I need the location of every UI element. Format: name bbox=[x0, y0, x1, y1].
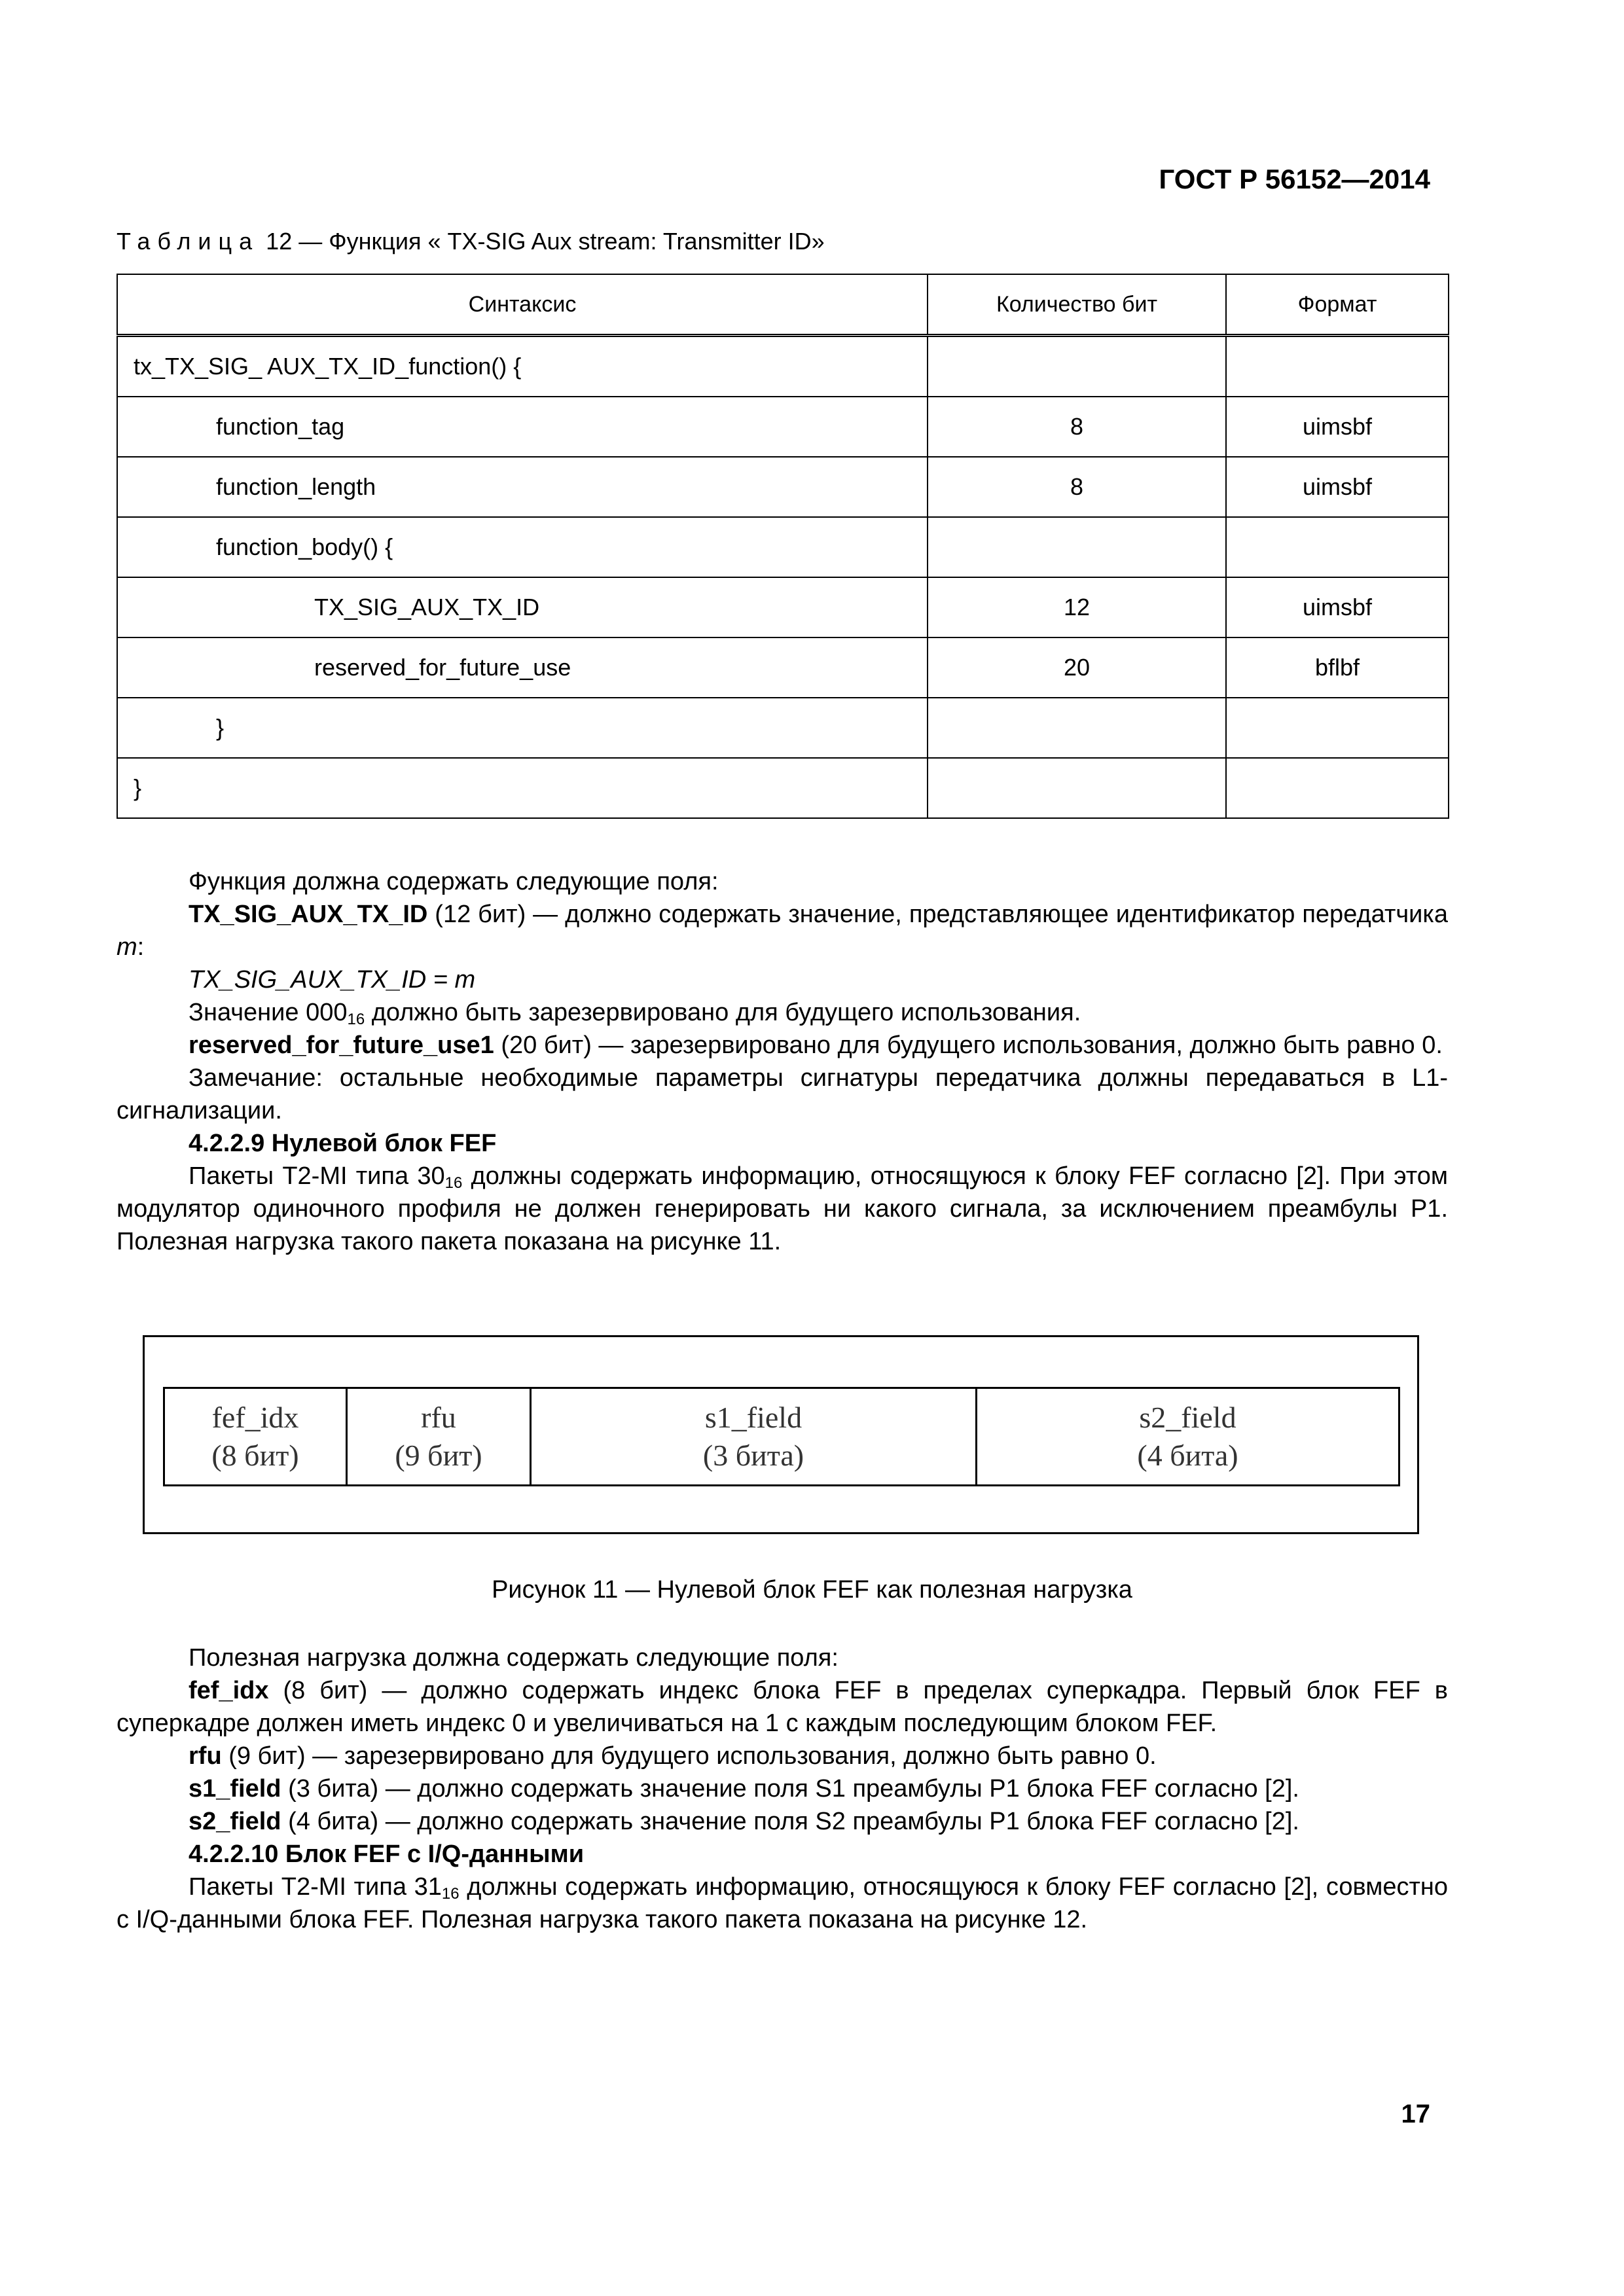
paragraph bbox=[117, 1772, 1448, 1805]
paragraph-text: (4 бита) — должно содержать значение поля S2 преамбулы P1 блока FEF согласно [2]. bbox=[281, 1808, 1299, 1835]
syntax-cell: TX_SIG_AUX_TX_ID bbox=[117, 577, 928, 637]
format-cell bbox=[1226, 336, 1449, 397]
section-heading-text: 4.2.2.10 Блок FEF с I/Q-данными bbox=[189, 1840, 585, 1868]
table-row bbox=[117, 457, 1449, 517]
paragraph-text: Пакеты T2-MI типа 31 bbox=[189, 1873, 442, 1901]
subscript: 16 bbox=[347, 1011, 365, 1028]
syntax-table bbox=[117, 274, 1449, 819]
format-cell: uimsbf bbox=[1226, 397, 1449, 457]
syntax-cell: function_length bbox=[117, 457, 928, 517]
paragraph-text: (12 бит) — должно содержать значение, представляющее идентификатор передатчика bbox=[427, 901, 1448, 928]
bits-cell: 20 bbox=[928, 637, 1226, 698]
payload-field-s1 bbox=[532, 1389, 977, 1484]
field-label: s1_field bbox=[704, 1401, 803, 1434]
paragraph: Функция должна содержать следующие поля: bbox=[189, 868, 719, 895]
field-name: reserved_for_future_use1 bbox=[189, 1031, 494, 1059]
payload-field-fef-idx bbox=[165, 1389, 348, 1484]
table-row bbox=[117, 517, 1449, 577]
paragraph bbox=[117, 898, 1448, 963]
field-bits: (4 бита) bbox=[1137, 1439, 1238, 1472]
bits-cell: 8 bbox=[928, 397, 1226, 457]
body-section-1 bbox=[117, 865, 1448, 1258]
header-bit-count: Количество бит bbox=[928, 274, 1226, 336]
figure-caption: Рисунок 11 — Нулевой блок FEF как полезная нагрузка bbox=[492, 1576, 1132, 1604]
field-label: fef_idx bbox=[211, 1401, 299, 1434]
paragraph-text: (8 бит) — должно содержать индекс блока FEF в пределах суперкадра. Первый блок FEF в суперкадре должен иметь индекс 0 и увеличиваться на 1 с каждым последующим блоком FEF. bbox=[117, 1677, 1448, 1737]
table-row bbox=[117, 698, 1449, 758]
format-cell: uimsbf bbox=[1226, 577, 1449, 637]
field-label: rfu bbox=[421, 1401, 456, 1434]
table-caption-text: 12 — Функция « TX-SIG Aux stream: Transmitter ID» bbox=[266, 228, 825, 255]
header-format: Формат bbox=[1226, 274, 1449, 336]
table-caption-word: Таблица bbox=[117, 228, 260, 255]
subscript: 16 bbox=[444, 1174, 463, 1192]
table-header-row bbox=[117, 274, 1449, 336]
field-bits: (9 бит) bbox=[395, 1439, 482, 1472]
formula-text: TX_SIG_AUX_TX_ID = m bbox=[189, 966, 476, 994]
header-syntax: Синтаксис bbox=[117, 274, 928, 336]
table-row bbox=[117, 336, 1449, 397]
field-name: fef_idx bbox=[189, 1677, 269, 1704]
paragraph bbox=[117, 1029, 1448, 1062]
table-row bbox=[117, 758, 1449, 818]
format-cell: uimsbf bbox=[1226, 457, 1449, 517]
field-bits: (3 бита) bbox=[702, 1439, 804, 1472]
body-section-2 bbox=[117, 1641, 1448, 1936]
field-name: TX_SIG_AUX_TX_ID bbox=[189, 901, 428, 928]
paragraph bbox=[117, 1674, 1448, 1740]
format-cell bbox=[1226, 758, 1449, 818]
formula bbox=[117, 963, 1448, 996]
page-number: 17 bbox=[1401, 2100, 1430, 2128]
paragraph-text: : bbox=[137, 933, 145, 961]
section-heading bbox=[117, 1838, 1448, 1871]
table-row bbox=[117, 397, 1449, 457]
paragraph bbox=[117, 1805, 1448, 1838]
payload-field-rfu bbox=[348, 1389, 532, 1484]
syntax-cell: tx_TX_SIG_ AUX_TX_ID_function() { bbox=[117, 336, 928, 397]
paragraph: Замечание: остальные необходимые параметры сигнатуры передатчика должны передаваться в L1-сигнализации. bbox=[117, 1064, 1448, 1124]
paragraph-text: (3 бита) — должно содержать значение поля S1 преамбулы P1 блока FEF согласно [2]. bbox=[281, 1775, 1299, 1803]
syntax-cell: function_body() { bbox=[117, 517, 928, 577]
paragraph bbox=[117, 996, 1448, 1029]
paragraph bbox=[117, 1740, 1448, 1772]
bits-cell bbox=[928, 698, 1226, 758]
field-name: s1_field bbox=[189, 1775, 281, 1803]
paragraph-text: (9 бит) — зарезервировано для будущего использования, должно быть равно 0. bbox=[221, 1742, 1157, 1770]
field-name: rfu bbox=[189, 1742, 222, 1770]
paragraph-text: Пакеты T2-MI типа 30 bbox=[189, 1162, 445, 1190]
table-caption bbox=[117, 228, 825, 255]
syntax-cell: function_tag bbox=[117, 397, 928, 457]
bits-cell: 8 bbox=[928, 457, 1226, 517]
section-heading-text: 4.2.2.9 Нулевой блок FEF bbox=[189, 1130, 497, 1157]
field-bits: (8 бит) bbox=[211, 1439, 299, 1472]
table-row bbox=[117, 637, 1449, 698]
paragraph-text: должны содержать информацию, относящуюся к блоку FEF согласно [2], совместно с I/Q-данными блока FEF. Полезная нагрузка такого пакета показана на рисунке 12. bbox=[117, 1873, 1448, 1933]
syntax-cell: } bbox=[117, 758, 928, 818]
section-heading bbox=[117, 1127, 1448, 1160]
paragraph-text: (20 бит) — зарезервировано для будущего использования, должно быть равно 0. bbox=[494, 1031, 1443, 1059]
subscript: 16 bbox=[441, 1885, 460, 1903]
format-cell: bflbf bbox=[1226, 637, 1449, 698]
bits-cell: 12 bbox=[928, 577, 1226, 637]
variable: m bbox=[117, 933, 137, 961]
paragraph-text: должно быть зарезервировано для будущего использования. bbox=[365, 999, 1081, 1026]
paragraph-text: должны содержать информацию, относящуюся к блоку FEF согласно [2]. При этом модулятор одиночного профиля не должен генерировать ни какого сигнала, за исключением преамбулы P1. Полезная нагрузка такого пакета показана на рисунке 11. bbox=[117, 1162, 1448, 1255]
payload-field-s2 bbox=[977, 1389, 1398, 1484]
syntax-cell: reserved_for_future_use bbox=[117, 637, 928, 698]
bits-cell bbox=[928, 517, 1226, 577]
paragraph bbox=[117, 1871, 1448, 1936]
table-row bbox=[117, 577, 1449, 637]
figure-11-frame bbox=[143, 1335, 1419, 1534]
bits-cell bbox=[928, 758, 1226, 818]
paragraph bbox=[117, 1160, 1448, 1258]
field-label: s2_field bbox=[1139, 1401, 1236, 1434]
bits-cell bbox=[928, 336, 1226, 397]
syntax-cell: } bbox=[117, 698, 928, 758]
format-cell bbox=[1226, 698, 1449, 758]
payload-structure-diagram bbox=[163, 1387, 1400, 1486]
format-cell bbox=[1226, 517, 1449, 577]
paragraph: Полезная нагрузка должна содержать следующие поля: bbox=[189, 1644, 839, 1672]
field-name: s2_field bbox=[189, 1808, 281, 1835]
document-id: ГОСТ Р 56152—2014 bbox=[1159, 164, 1430, 194]
paragraph-text: Значение 000 bbox=[189, 999, 348, 1026]
